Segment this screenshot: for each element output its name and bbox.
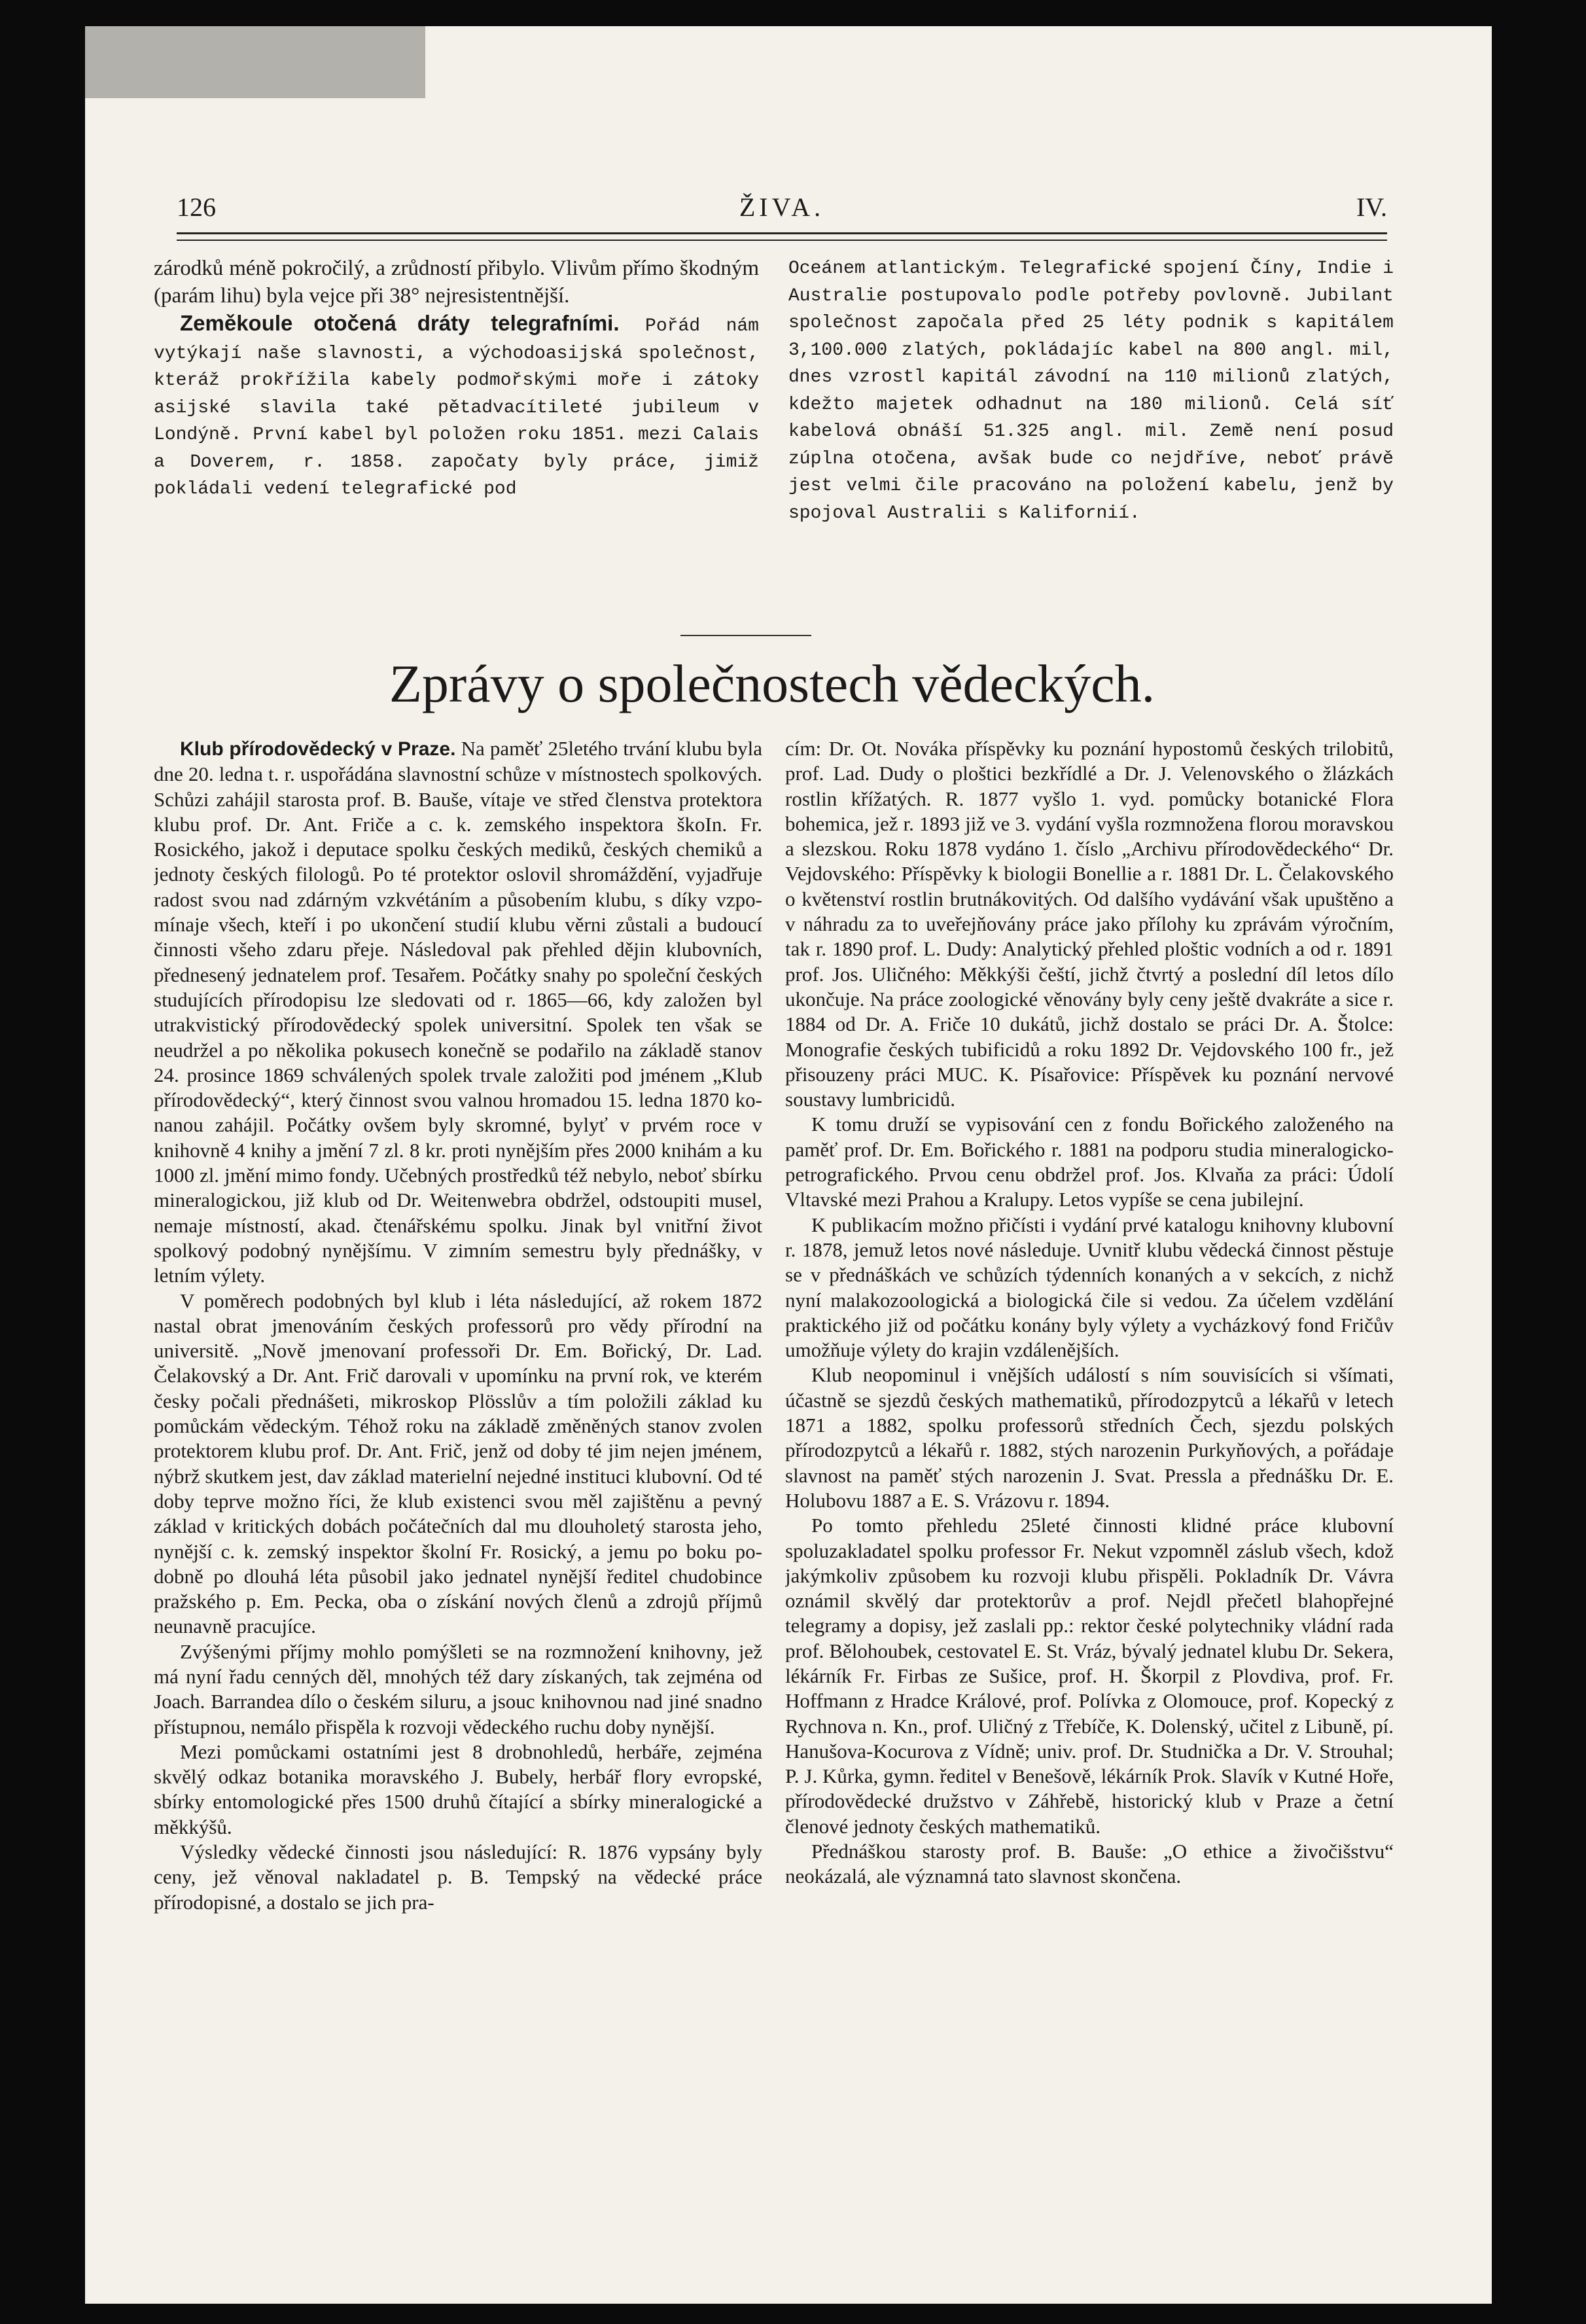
paragraph	[154, 310, 759, 503]
volume-number: IV.	[1356, 192, 1387, 222]
header-rule	[177, 232, 1387, 241]
club-heading: Klub přírodovědecký v Praze.	[180, 738, 456, 760]
paragraph: K publikacím možno přičísti i vydání prvé katalogu knihovny klubovní r. 1878, jemuž letos nové následuje. Uvnitř klubu vědecká činnost pěstuje se v přednáškách ve schůzích týdenních konaných a v sekcích, z nichž nyní malakozoologická a biologická čile si vedou. Za účelem vzdělání praktického již od počátku konány byly výlety a vycházkový fond Fričův umožňuje výlety do krajin vzdálenějších.	[785, 1213, 1394, 1362]
scanned-page	[85, 26, 1492, 2304]
bottom-left-column	[154, 736, 762, 2222]
scan-shadow	[85, 26, 425, 98]
paragraph-text: Pořád nám vytýkají naše slavnosti, a východoasijská společnost, kteráž prokřížila kabely podmořskými moře i zátoky asijské slavila také pětadvacítileté jubileum v Londýně. První kabel byl položen roku 1851. mezi Calais a Doverem, r. 1858. započaty byly práce, jimiž pokládali vedení telegrafické pod	[154, 316, 759, 499]
bottom-right-column	[785, 736, 1394, 2222]
top-left-column	[154, 255, 759, 602]
paragraph: Po tomto přehledu 25leté činnosti klidné práce klubovní spoluzakladatel spolku professor Fr. Nekut vzpomněl záslub všech, kdož jakýmkoliv způsobem ku rozvoji klubu přispěli. Pokladník Dr. Vávra oznámil skvělý dar protektorův a prof. Nejdl přečetl blahopřejné telegramy a dopisy, jež zaslali pp.: rektor české polytechniky vládní rada prof. Bělohoubek, cestovatel E. St. Vráz, bývalý jednatel klubu Dr. Sekera, lékárník Fr. Firbas ze Sušice, prof. H. Škorpil z Plovdiva, prof. Fr. Hoffmann z Hradce Králové, prof. Polívka z Olomouce, prof. Kopecký z Rychnova n. Kn., prof. Uličný z Třebíče, K. Dolenský, učitel z Libuně, pí. Hanušova-Kocurova z Vídně; univ. prof. Dr. Studnička a Dr. V. Strouhal; P. J. Kůrka, gymn. ředitel v Benešově, lékárník Prok. Slavík v Kutné Hoře, přírodovědecké družstvo v Záhřebě, historický klub v Praze a četní členové jednoty českých mathematiků.	[785, 1514, 1394, 1838]
paragraph	[154, 736, 762, 1289]
section-divider	[680, 635, 811, 636]
paragraph: V poměrech podobných byl klub i léta následující, až rokem 1872 nastal obrat jmenováním českých professorů pro vědy přírodní na universitě. „Nově jmenovaní professoři Dr. Em. Bořický, Dr. Lad. Čelakovský a Dr. Ant. Frič darovali v upomínku na první rok, ve kterém česky počali přednášeti, mikroskop Plösslův a tím položili základ ku pomůckám vědeckým. Téhož roku na základě změněných stanov zvolen protektorem klubu prof. Dr. Ant. Frič, jenž od doby té jim nejen jménem, nýbrž skutkem jest, dav základ materielní nejedné instituci klubovní. Od té doby teprve možno říci, že klub existenci svou měl zajištěnu a pevný základ v kritických dobách počátečních dal mu dlouholetý starosta jeho, nynější c. k. zemský inspektor školní Fr. Rosický, a jemu po boku podobně po dlouhá léta působil jako jednatel nynější ředitel chudobince pražského p. Em. Pecka, oba o získání nových členů a zdrojů příjmů neunavně pracujíce.	[154, 1289, 762, 1638]
paragraph: Přednáškou starosty prof. B. Bauše: „O ethice a živočišstvu“ neokázalá, ale významná tato slavnost skončena.	[785, 1840, 1394, 1888]
paragraph: K tomu druží se vypisování cen z fondu Bořického založeného na paměť prof. Dr. Em. Bořického r. 1881 na podporu studia mineralogicko-petrografického. Prvou cenu obdržel prof. Jos. Klvaňa za práci: Údolí Vltavské mezi Prahou a Kralupy. Letos vypíše se cena jubilejní.	[785, 1113, 1394, 1211]
paragraph-text: Na paměť 25letého trvání klubu byla dne 20. ledna t. r. uspořádána slavnostní schůze v místnostech spolkových. Schůzi zahájil starosta prof. B. Bauše, vítaje ve střed členstva protektora klubu prof. Dr. Ant. Friče a c. k. zemského inspektora škoIn. Fr. Rosického, jakož i deputace spolku českých mediků, českých chemiků a jednoty českých filologů. Po té protektor oslovil shromáždění, vyjadřuje radost svou nad zdárným vzkvétáním a působením klubu, s díky vzpomínaje všech, kteří i po ukončení studií klubu věrni zůstali a budoucí činnosti všeho zdaru přeje. Následoval pak přehled dějin klubovních, přednesený jednatelem prof. Tesařem. Počátky snahy po společní českých studujících přírodopisu lze sledovati od r. 1865—66, kdy založen byl utrakvistický přírodovědecký spolek universitní. Spolek ten však se neudržel a po několika pokusech konečně se podařilo na základě stanov 24. prosince 1869 schválených spolek trvale založiti pod jménem „Klub přírodovědecký“, který činnost svou valnou hromadou 15. ledna 1870 konanou zahájil. Počátky ovšem byly skromné, bylyť v prvém roce v knihovně 4 knihy a jmění 7 zl. 8 kr. proti nynějším přes 2000 knihám a ku 1000 zl. jmění mimo fondy. Učebných prostředků též nebylo, neboť sbírku mineralogickou, již klub od Dr. Weitenwebra obdržel, odstoupiti musel, nemaje místností, akad. čtenářskému spolku. Jinak byl vnitřní život spolkový podobný nynějšímu. V zimním semestru byly přednášky, v letním výlety.	[154, 737, 762, 1287]
paragraph: Mezi pomůckami ostatními jest 8 drobnohledů, herbáře, zejména skvělý odkaz botanika moravského J. Bubely, herbář flory evropské, sbírky entomologické přes 1500 druhů čítající a sbírky mineralogické a měkkýšů.	[154, 1740, 762, 1838]
article-headline: Zeměkoule otočená dráty telegrafními.	[180, 311, 620, 335]
paragraph: Oceánem atlantickým. Telegrafické spojení Číny, Indie i Australie postupovalo podle potřeby povlovně. Jubilant společnost započala před 25 léty podnik s kapitálem 3,100.000 zlatých, pokládajíc kabel na 800 angl. mil, dnes vzrostl kapitál závodní na 110 milionů zlatých, kdežto majetek odhadnut na 180 milionů. Celá síť kabelová obnáší 51.325 angl. mil. Země není posud zúplna otočena, avšak bude co nejdříve, neboť právě jest velmi čile pracováno na položení kabelu, jenž by spojoval Australii s Kalifornií.	[788, 259, 1394, 524]
paragraph: Zvýšenými příjmy mohlo pomýšleti se na rozmnožení knihovny, jež má nyní řadu cenných děl, mnohých též dary získaných, tak zejména od Joach. Barrandea dílo o českém siluru, a jsouc knihovnou nad jiné snadno přístupnou, nemálo přispěla k rozvoji vědeckého ruchu doby nynější.	[154, 1639, 762, 1738]
running-head	[177, 173, 1387, 226]
paragraph: cím: Dr. Ot. Nováka příspěvky ku poznání hypostomů českých trilobitů, prof. Lad. Dudy o ploštici bezkřídlé a Dr. J. Velenovského o žlázkách rostlin křížatých. R. 1877 vyšlo 1. vyd. pomůcky botanické Flora bohemica, jež r. 1893 již ve 3. vydání vyšla rozmnožena florou moravskou a slezskou. Roku 1878 vydáno 1. číslo „Archivu přírodovědeckého“ Dr. Vejdovského: Příspěvky k biologii Bonellie a r. 1881 Dr. L. Čelakovského o květenství rostlin brutnákovitých. Od dalšího vydávání však upuštěno a v náhradu za to uveřejňovány práce jako přílohy ku zprávám výročním, tak r. 1890 prof. L. Dudy: Analytický přehled ploštic vodních a od r. 1891 prof. Jos. Uličného: Měkkýši čeští, jichž čtvrtý a poslední díl letos dílo ukončuje. Na práce zoologické věnovány byly ceny ještě dvakráte a sice r. 1884 od Dr. A. Friče 10 dukátů, jichž dostalo se práci Dr. A. Štolce: Monografie českých tubificidů a roku 1892 Dr. Vejdovského 100 fr., jež přisouzeny práci MUC. K. Písařovice: Příspěvek ku poznání nervové soustavy lumbricidů.	[785, 737, 1394, 1111]
page-number: 126	[177, 192, 216, 222]
paragraph: Výsledky vědecké činnosti jsou následující: R. 1876 vypsány byly ceny, jež věnoval nakladatel p. B. Tempský na vědecké práce přírodopisné, a dostalo se jich pra-	[154, 1840, 762, 1914]
paragraph: zárodků méně pokročilý, a zrůdností přibylo. Vlivům přímo škodným (parám lihu) byla vejce při 38° nejresistentnější.	[154, 257, 759, 308]
top-right-column	[788, 255, 1394, 602]
paragraph: Klub neopominul i vnějších událostí s ním souvisících si všímati, účastně se sjezdů českých mathematiků, přírodozpytců a lékařů v letech 1871 a 1882, spolku professorů středních Čech, sjezdu polských přírodozpytců a lékařů r. 1882, stých narozenin Purkyňových, a pořádaje slavnost na paměť stých narozenin J. Svat. Pressla a přednášku Dr. E. Holubovu 1887 a E. S. Vrázovu r. 1894.	[785, 1363, 1394, 1512]
journal-title: ŽIVA.	[739, 192, 825, 222]
section-title: Zprávy o společnostech vědeckých.	[389, 654, 1155, 713]
